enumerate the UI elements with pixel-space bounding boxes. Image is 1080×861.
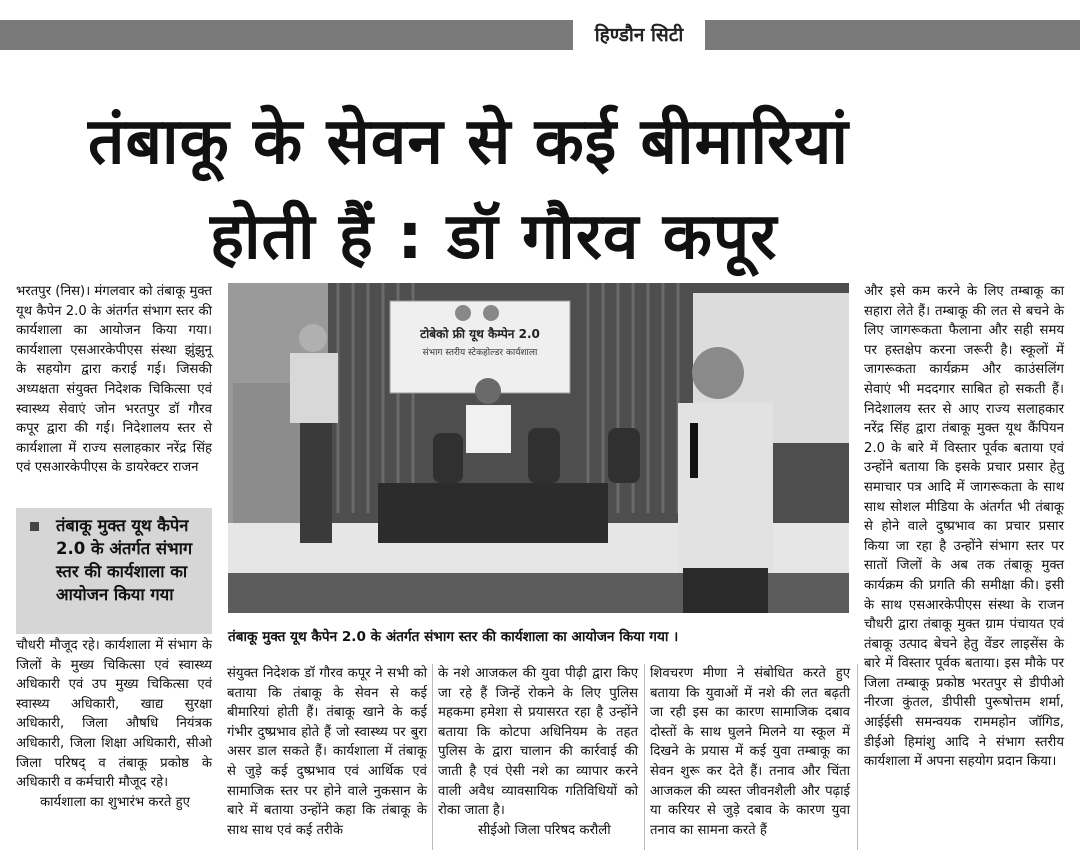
photo-caption: तंबाकू मुक्त यूथ कैपेन 2.0 के अंतर्गत संभाग स्तर की कार्यशाला का आयोजन किया गया । [228, 629, 679, 645]
column-3 [438, 664, 638, 840]
headline-line-2: होती हैं : डॉ गौरव कपूर [210, 200, 778, 274]
column-divider [857, 664, 858, 850]
section-header-bar [0, 20, 1080, 50]
article-paragraph: शिवचरण मीणा ने संबोधित करते हुए बताया कि युवाओं में नशे की लत बढ़ती जा रही इस का कारण सामाजिक दबाव दोस्तों के साथ घुलने मिलने या स्कूल में दिखने के प्रयास में कई युवा तम्बाकू का सेवन शुरू कर देते हैं। तनाव और चिंता आजकल की व्यस्त जीवनशैली और पढ़ाई या करियर से जुड़े दबाव के कारण युवा तनाव का सामना करते हैं [650, 666, 850, 838]
article-paragraph: संयुक्त निदेशक डॉ गौरव कपूर ने सभी को बताया कि तंबाकू के सेवन से कई बीमारियां होती हैं। तंबाकू खाने के कई गंभीर दुष्प्रभाव होते हैं जो स्वास्थ्य पर बुरा असर डाल सकते हैं। कार्यशाला में तंबाकू से जुड़े कई दुष्प्रभाव एवं आर्थिक एवं सामाजिक स्तर पर होने वाले नुकसान के बारे में बताया उन्होंने कहा कि तंबाकू के साथ साथ एवं कई तरीके [227, 666, 427, 838]
column-1-bottom [16, 636, 212, 812]
pull-quote-text: तंबाकू मुक्त यूथ कैपेन 2.0 के अंतर्गत संभाग स्तर की कार्यशाला का आयोजन किया गया [56, 516, 193, 604]
article-paragraph: चौधरी मौजूद रहे। कार्यशाला में संभाग के जिलों के मुख्य चिकित्सा एवं स्वास्थ्य अधिकारी एवं उप मुख्य चिकित्सा एवं स्वास्थ्य अधिकारी, खाद्य सुरक्षा अधिकारी, जिला औषधि नियंत्रक अधिकारी, जिला शिक्षा अधिकारी, सीओ जिला परिषद् व तंबाकू प्रकोष्ठ के अधिकारी व कर्मचारी मौजूद रहे। [16, 638, 212, 791]
column-1-top [16, 282, 212, 478]
column-2 [227, 664, 427, 840]
column-4 [650, 664, 850, 840]
square-bullet-icon [30, 522, 39, 531]
banner-subtitle: संभाग स्तरीय स्टेकहोल्डर कार्यशाला [422, 348, 538, 358]
column-divider [432, 664, 433, 850]
article-paragraph: सीईओ जिला परिषद करौली [478, 822, 611, 838]
article-paragraph: भरतपुर (निस)। मंगलवार को तंबाकू मुक्त यूथ कैपेन 2.0 के अंतर्गत संभाग स्तर की कार्यशाला का आयोजन किया गया। कार्यशाला एसआरकेपीएस संस्था झुंझुनू के सहयोग द्वारा कराई गई। जिसकी अध्यक्षता संयुक्त निदेशक चिकित्सा एवं स्वास्थ्य सेवाएं जोन भरतपुर डॉ गौरव कपूर द्वारा की गई। निदेशालय स्तर से कार्यशाला में राज्य सलाहकार नरेंद्र सिंह एवं एसआरकेपीएस के डायरेक्टर राजन [16, 284, 212, 476]
banner-title: टोबेको फ्री यूथ कैम्पेन 2.0 [420, 327, 540, 341]
article-paragraph: और इसे कम करने के लिए तम्बाकू का सहारा लेते हैं। तम्बाकू की लत से बचने के लिए जागरूकता फैलाना और सही समय पर हस्तक्षेप करना जरूरी है। स्कूलों में जागरूकता कार्यक्रम और काउंसलिंग सेवाएं भी मददगार साबित हो सकती हैं। निदेशालय स्तर से आए राज्य सलाहकार नरेंद्र सिंह द्वारा तंबाकू मुक्त यूथ कैंपियन 2.0 के बारे में विस्तार पूर्वक बताया एवं उन्होंने बताया कि इसके प्रचार प्रसार हेतु समाचार पत्र आदि में जागरूकता के साथ साथ सोशल मीडिया के अंतर्गत भी तंबाकू से होने वाले दुष्प्रभाव का प्रचार प्रसार किया जा रहा है उन्होंने संभाग स्तर पर सातों जिलों के अब तक तंबाकू मुक्त कार्यक्रम की प्रगति की समीक्षा की। इसी के साथ एसआरकेपीएस संस्था के राजन चौधरी द्वारा तंबाकू मुक्त ग्राम पंचायत एवं तंबाकू उत्पाद बेचने हेतु वेंडर लाइसेंस के बारे में विस्तार पूर्वक बताया। इस मौके पर जिला तम्बाकू प्रकोष्ठ भरतपुर से डीपीओ नीरजा कुंतल, डीपीसी पुरूषोत्तम शर्मा, आईईसी समन्वयक राममहोन जॉगिड, डीईओ हिमांशु आदि ने संभाग स्तरीय कार्यशाला में अपना सहयोग प्रदान किया। [864, 284, 1064, 770]
pull-quote-box [16, 508, 212, 634]
column-5 [864, 282, 1064, 772]
event-photo [228, 283, 849, 613]
section-tag: हिण्डौन सिटी [573, 20, 705, 50]
article-paragraph: कार्यशाला का शुभारंभ करते हुए [40, 794, 190, 810]
column-divider [644, 664, 645, 850]
headline-line-1: तंबाकू के सेवन से कई बीमारियां [88, 105, 849, 179]
article-paragraph: के नशे आजकल की युवा पीढ़ी द्वारा किए जा रहे हैं जिन्हें रोकने के लिए पुलिस महकमा हमेशा से प्रयासरत रहा है उन्होंने बताया कि कोटपा अधिनियम के तहत पुलिस के द्वारा चालान की कार्रवाई की जाती है एवं ऐसी नशे का व्यापार करने वाली अवैध व्यावसायिक गतिविधियों को रोका जाता है। [438, 666, 638, 819]
